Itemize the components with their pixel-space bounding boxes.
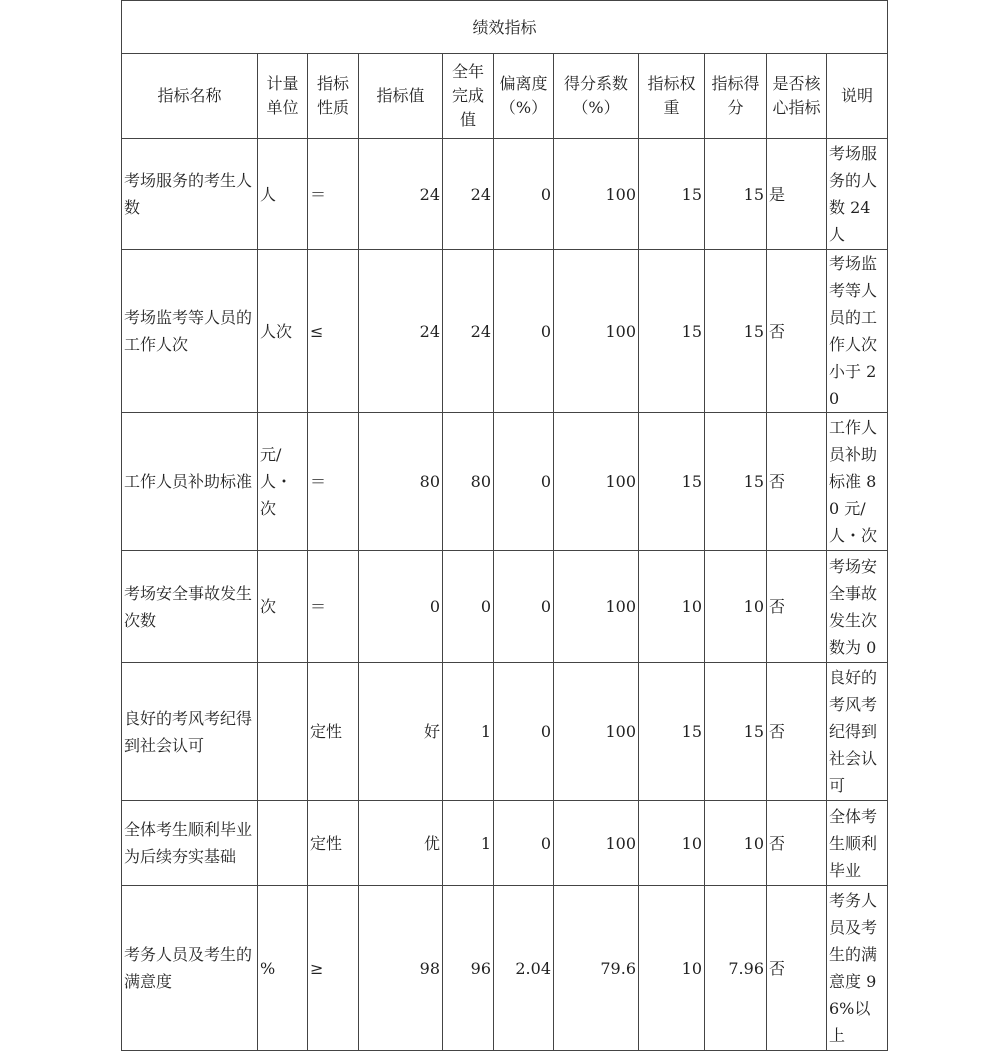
cell-note: 良好的考风考纪得到社会认可 bbox=[827, 663, 888, 801]
header-indicator-name: 指标名称 bbox=[122, 54, 258, 139]
cell-core-flag: 否 bbox=[767, 886, 827, 1051]
cell-unit bbox=[258, 801, 308, 886]
table-row bbox=[122, 801, 888, 886]
cell-score: 10 bbox=[705, 551, 767, 663]
cell-target-value: 0 bbox=[359, 551, 443, 663]
cell-unit: 人 bbox=[258, 139, 308, 250]
cell-weight: 10 bbox=[639, 886, 705, 1051]
cell-note: 工作人员补助标准 80 元/人・次 bbox=[827, 413, 888, 551]
cell-nature: ≤ bbox=[308, 250, 359, 413]
header-core: 是否核心指标 bbox=[767, 54, 827, 139]
cell-note: 考场监考等人员的工作人次小于 20 bbox=[827, 250, 888, 413]
cell-weight: 15 bbox=[639, 413, 705, 551]
table-row bbox=[122, 886, 888, 1051]
cell-note: 考场安全事故发生次数为 0 bbox=[827, 551, 888, 663]
cell-unit: % bbox=[258, 886, 308, 1051]
cell-nature: ＝ bbox=[308, 413, 359, 551]
cell-score-coefficient: 100 bbox=[554, 413, 639, 551]
cell-target-value: 好 bbox=[359, 663, 443, 801]
cell-unit: 次 bbox=[258, 551, 308, 663]
cell-deviation: 0 bbox=[494, 139, 554, 250]
table-row bbox=[122, 663, 888, 801]
table-row bbox=[122, 551, 888, 663]
cell-actual-value: 1 bbox=[443, 663, 494, 801]
cell-nature: 定性 bbox=[308, 801, 359, 886]
cell-weight: 10 bbox=[639, 801, 705, 886]
cell-unit bbox=[258, 663, 308, 801]
header-nature: 指标性质 bbox=[308, 54, 359, 139]
cell-target-value: 80 bbox=[359, 413, 443, 551]
cell-deviation: 2.04 bbox=[494, 886, 554, 1051]
cell-weight: 15 bbox=[639, 663, 705, 801]
cell-score: 10 bbox=[705, 801, 767, 886]
cell-weight: 10 bbox=[639, 551, 705, 663]
cell-indicator-name: 考场监考等人员的工作人次 bbox=[122, 250, 258, 413]
cell-target-value: 24 bbox=[359, 250, 443, 413]
cell-note: 全体考生顺利毕业 bbox=[827, 801, 888, 886]
cell-actual-value: 96 bbox=[443, 886, 494, 1051]
cell-score: 15 bbox=[705, 663, 767, 801]
cell-core-flag: 否 bbox=[767, 801, 827, 886]
cell-deviation: 0 bbox=[494, 551, 554, 663]
header-score: 指标得分 bbox=[705, 54, 767, 139]
cell-deviation: 0 bbox=[494, 801, 554, 886]
cell-core-flag: 是 bbox=[767, 139, 827, 250]
cell-unit: 人次 bbox=[258, 250, 308, 413]
cell-weight: 15 bbox=[639, 139, 705, 250]
table-row bbox=[122, 250, 888, 413]
cell-target-value: 24 bbox=[359, 139, 443, 250]
cell-indicator-name: 考务人员及考生的满意度 bbox=[122, 886, 258, 1051]
cell-deviation: 0 bbox=[494, 250, 554, 413]
cell-core-flag: 否 bbox=[767, 663, 827, 801]
cell-deviation: 0 bbox=[494, 663, 554, 801]
cell-note: 考务人员及考生的满意度 96%以上 bbox=[827, 886, 888, 1051]
header-note: 说明 bbox=[827, 54, 888, 139]
cell-score: 15 bbox=[705, 250, 767, 413]
table-row bbox=[122, 413, 888, 551]
cell-score-coefficient: 100 bbox=[554, 139, 639, 250]
cell-nature: 定性 bbox=[308, 663, 359, 801]
performance-table bbox=[121, 0, 888, 1051]
cell-nature: ＝ bbox=[308, 139, 359, 250]
cell-score-coefficient: 100 bbox=[554, 663, 639, 801]
cell-indicator-name: 全体考生顺利毕业为后续夯实基础 bbox=[122, 801, 258, 886]
header-deviation: 偏离度（%） bbox=[494, 54, 554, 139]
cell-nature: ≥ bbox=[308, 886, 359, 1051]
cell-actual-value: 80 bbox=[443, 413, 494, 551]
cell-score-coefficient: 100 bbox=[554, 250, 639, 413]
header-weight: 指标权重 bbox=[639, 54, 705, 139]
cell-core-flag: 否 bbox=[767, 413, 827, 551]
cell-score: 15 bbox=[705, 413, 767, 551]
cell-nature: ＝ bbox=[308, 551, 359, 663]
cell-score-coefficient: 100 bbox=[554, 551, 639, 663]
cell-actual-value: 1 bbox=[443, 801, 494, 886]
cell-actual-value: 24 bbox=[443, 139, 494, 250]
cell-weight: 15 bbox=[639, 250, 705, 413]
cell-core-flag: 否 bbox=[767, 551, 827, 663]
cell-note: 考场服务的人数 24 人 bbox=[827, 139, 888, 250]
cell-score-coefficient: 100 bbox=[554, 801, 639, 886]
table-row bbox=[122, 139, 888, 250]
cell-core-flag: 否 bbox=[767, 250, 827, 413]
cell-indicator-name: 良好的考风考纪得到社会认可 bbox=[122, 663, 258, 801]
cell-indicator-name: 考场安全事故发生次数 bbox=[122, 551, 258, 663]
cell-actual-value: 24 bbox=[443, 250, 494, 413]
cell-target-value: 98 bbox=[359, 886, 443, 1051]
header-actual: 全年完成值 bbox=[443, 54, 494, 139]
cell-score: 7.96 bbox=[705, 886, 767, 1051]
cell-score-coefficient: 79.6 bbox=[554, 886, 639, 1051]
header-coefficient: 得分系数（%） bbox=[554, 54, 639, 139]
cell-actual-value: 0 bbox=[443, 551, 494, 663]
cell-target-value: 优 bbox=[359, 801, 443, 886]
cell-indicator-name: 考场服务的考生人数 bbox=[122, 139, 258, 250]
cell-indicator-name: 工作人员补助标准 bbox=[122, 413, 258, 551]
cell-deviation: 0 bbox=[494, 413, 554, 551]
header-target: 指标值 bbox=[359, 54, 443, 139]
table-title: 绩效指标 bbox=[122, 1, 888, 54]
cell-score: 15 bbox=[705, 139, 767, 250]
cell-unit: 元/人・次 bbox=[258, 413, 308, 551]
header-unit: 计量单位 bbox=[258, 54, 308, 139]
